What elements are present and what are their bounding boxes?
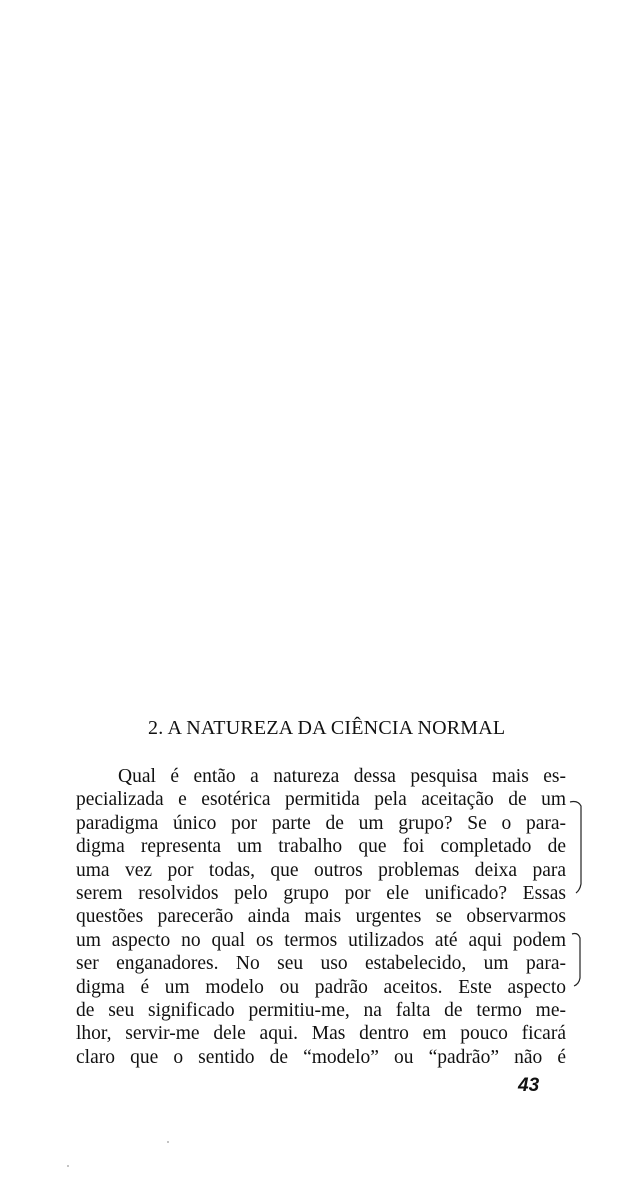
text-line: Qual é então a natureza dessa pesquisa mais es- xyxy=(118,766,566,787)
stray-speck xyxy=(167,1141,169,1143)
text-line: paradigma único por parte de um grupo? Se o para- xyxy=(76,812,566,834)
text-line: lhor, servir-me dele aqui. Mas dentro em pouco ficará xyxy=(76,1023,566,1045)
chapter-title: 2. A NATUREZA DA CIÊNCIA NORMAL xyxy=(148,717,506,739)
text-line: ser enganadores. No seu uso estabelecido, um para- xyxy=(76,953,566,975)
text-line: claro que o sentido de “modelo” ou “padrão” não é xyxy=(76,1046,566,1068)
body-paragraph xyxy=(76,765,566,1069)
text-line: de seu significado permitiu-me, na falta de termo me- xyxy=(76,999,566,1021)
text-line: pecializada e esotérica permitida pela aceitação de um xyxy=(76,789,566,811)
margin-bracket-upper xyxy=(570,802,581,894)
text-line: uma vez por todas, que outros problemas deixa para xyxy=(76,859,566,881)
text-line: digma representa um trabalho que foi completado de xyxy=(76,836,566,858)
text-line: digma é um modelo ou padrão aceitos. Este aspecto xyxy=(76,976,566,998)
stray-speck xyxy=(67,1165,69,1167)
margin-bracket-lower xyxy=(572,934,580,987)
text-line: um aspecto no qual os termos utilizados até aqui podem xyxy=(76,929,566,951)
text-line: questões parecerão ainda mais urgentes se observarmos xyxy=(76,906,566,928)
text-line: serem resolvidos pelo grupo por ele unificado? Essas xyxy=(76,882,566,904)
page-number: 43 xyxy=(518,1075,540,1096)
